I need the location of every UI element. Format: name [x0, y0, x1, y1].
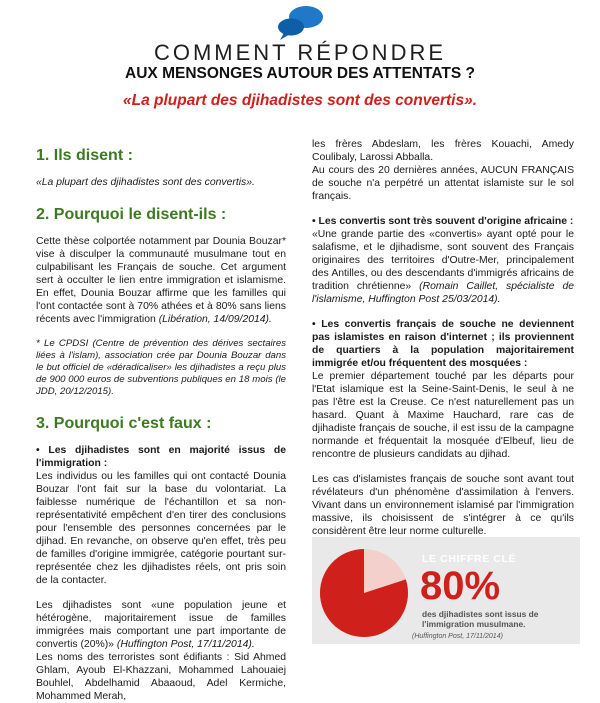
para2-text: Les djihadistes sont «une population jeune et hétérogène, majoritairement issue de familles immigrées mais comportant une part importante de convertis (20%)» — [36, 600, 286, 650]
section2-source: (Libération, 14/09/2014). — [158, 314, 272, 325]
key-figure-label: LE CHIFFRE CLÉ — [422, 553, 517, 565]
page-title: COMMENT RÉPONDRE — [153, 40, 447, 65]
bullet1-text: Les individus ou les familles qui ont contacté Dounia Bouzar l'ont fait sur la base du volontariat. La faiblesse numérique de l'échantillon et sa non-représentativité empêchent d'en tirer des conclusions pour l'ensemble des personnes concernées par le djihad. En revanche, on observe qu'en effet, très peu de familles d'origine immigrée, catégorie pourtant sur-représentée chez les djihadistes réels, ont pris soin de la contacter. — [36, 471, 286, 586]
section2-heading: 2. Pourquoi le disent-ils : — [36, 206, 227, 223]
speech-bubbles-icon — [272, 3, 326, 41]
section3-paragraph2 — [36, 599, 286, 651]
left-column — [36, 146, 286, 703]
section3-heading: 3. Pourquoi c'est faux : — [36, 415, 212, 432]
key-figure-source: (Huffington Post, 17/11/2014) — [412, 633, 503, 640]
para2-source: (Huffington Post, 17/11/2014). — [116, 639, 255, 650]
bullet3-text: Le premier département touché par les départs pour l'Etat islamique est la Seine-Saint-Denis, le seul à ne pas l'être est la Creuse. Ce n'est naturellement pas un hasard. Quant à Maxime Hauchard, rare cas de djihadiste français de souche, il est issu de la campagne normande et fréquentait la mosquée d'Elbeuf, lieu de rencontre de plusieurs candidats au djihad. — [312, 371, 574, 460]
terrorist-names-continued: les frères Abdeslam, les frères Kouachi, Amedy Coulibaly, Larossi Abballa. — [312, 139, 574, 163]
section1-quote: «La plupart des djihadistes sont des convertis». — [36, 177, 255, 188]
page-title-line2: AUX MENSONGES AUTOUR DES ATTENTATS ? — [125, 65, 475, 82]
bullet2-paragraph — [312, 228, 574, 306]
right-column — [312, 138, 574, 538]
pie-chart-icon — [318, 547, 410, 639]
bullet2-text: «Une grande partie des «convertis» ayant opté pour le salafisme, et le djihadisme, sont souvent des Français originaires des territoires d'Outre-Mer, principalement des Antilles, ou des descendants d'immigrés africains de tradition chrétienne» — [312, 229, 574, 292]
terrorist-names: Les noms des terroristes sont édifiants : Sid Ahmed Ghlam, Ayoub El-Khazzani, Mohammed Lahouaiej Bouhlel, Abdelhamid Abaaoud, Adel Kermiche, Mohammed Merah, — [36, 652, 286, 702]
bullet2-source: (Romain Caillet, spécialiste de l'islamisme, Huffington Post 25/03/2014). — [312, 281, 575, 305]
section3-paragraph4: Au cours des 20 dernières années, AUCUN FRANÇAIS de souche n'a perpétré un attentat islamiste sur le sol français. — [312, 165, 574, 202]
bullet3-heading: • Les convertis français de souche ne deviennent pas islamistes en raison d'internet ; ils proviennent de quartiers à la population majoritairement immigrée et/ou fréquentent des mosquées : — [312, 319, 574, 369]
bullet2-heading: • Les convertis sont très souvent d'origine africaine : — [312, 216, 574, 227]
key-figure-caption: des djihadistes sont issus de l'immigration musulmane. — [422, 609, 539, 629]
section2-paragraph — [36, 235, 286, 326]
section1-heading: 1. Ils disent : — [36, 147, 133, 164]
key-figure-value: 80% — [420, 564, 501, 608]
key-figure-box — [312, 537, 580, 644]
bullet1-heading: • Les djihadistes sont en majorité issus de l'immigration : — [36, 445, 286, 469]
page-subtitle: «La plupart des djihadistes sont des convertis». — [122, 92, 478, 109]
section2-text: Cette thèse colportée notamment par Dounia Bouzar* vise à disculper la communauté musulmane tout en culpabilisant les Français de souche. Cet argument sert à occulter le lien entre immigration et islamisme. En effet, Dounia Bouzar affirme que les familles qui l'ont contactée sont à 70% athées et à 80% sans liens récents avec l'immigration — [36, 236, 286, 325]
section3-paragraph5: Les cas d'islamistes français de souche sont avant tout révélateurs d'un phénomène d'assimilation à l'envers. Vivant dans un environnement islamisé par l'immigration massive, ils choisissent de s'intégrer à ce qu'ils considèrent être leur norme culturelle. — [312, 474, 574, 537]
section2-footnote: * Le CPDSI (Centre de prévention des dérives sectaires liées à l'islam), association crée par Dounia Bouzar dans le but officiel de «déradicaliser» les djihadistes a reçu plus de 900 000 euros de subventions publiques en 18 mois (le JDD, 20/12/2015). — [36, 338, 286, 397]
